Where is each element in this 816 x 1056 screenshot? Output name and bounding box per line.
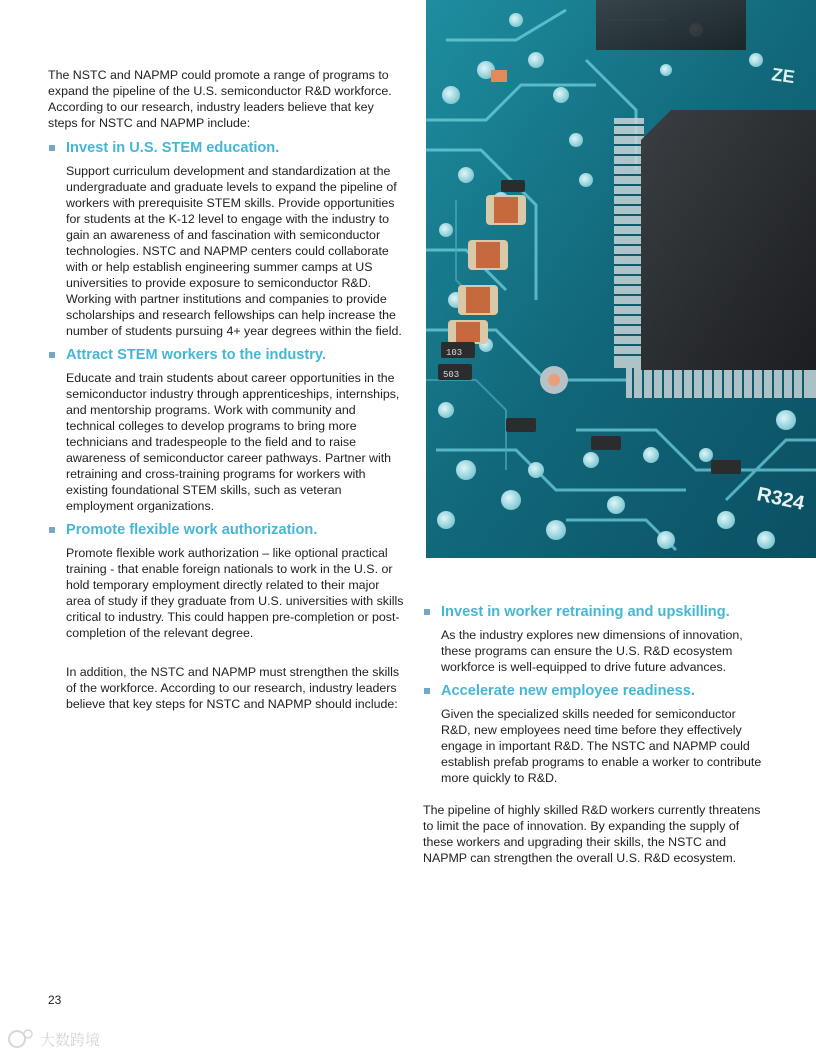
page-number: 23 <box>48 993 62 1007</box>
bullet-body: Support curriculum development and standardization at the undergraduate and graduate levels to expand the pipeline of workers with prerequisite STEM skills. Provide opportunities for students at the K-12 level to engage with the industry to gain an awareness of and fascination with semiconductor technologies. NSTC and NAPMP centers could collaborate with or help establish engineering summer camps at US universities to provide exposure to semiconductor R&D. Working with partner institutions and companies to provide scholarships and research fellowships can help increase the number of students pursuing 4+ year degrees within the field. <box>66 164 402 338</box>
bullet-heading: Invest in worker retraining and upskilling. <box>423 603 768 622</box>
intro-paragraph: The NSTC and NAPMP could promote a range of programs to expand the pipeline of the U.S. semiconductor R&D workforce. According to our research, industry leaders believe that key steps for NSTC and NAPMP include: <box>48 68 392 130</box>
bullet-attract-workers <box>48 346 404 514</box>
closing-paragraph: The pipeline of highly skilled R&D workers currently threatens to limit the pace of innovation. By expanding the supply of these workers and upgrading their skills, the NSTC and NAPMP can strengthen the overall U.S. R&D ecosystem. <box>423 803 761 865</box>
square-bullet-icon <box>49 527 55 533</box>
watermark-text: 大数跨境 <box>40 1031 101 1049</box>
resistor-label-a: 103 <box>446 348 463 358</box>
bullet-stem-education <box>48 139 404 339</box>
addition-paragraph: In addition, the NSTC and NAPMP must strengthen the skills of the workforce. According to our research, industry leaders believe that key steps for NSTC and NAPMP should include: <box>66 665 400 711</box>
square-bullet-icon <box>424 609 430 615</box>
circuit-board-photo <box>426 0 816 558</box>
right-column <box>423 603 768 866</box>
bullet-employee-readiness <box>423 682 768 786</box>
bullet-heading: Attract STEM workers to the industry. <box>48 346 404 365</box>
bullet-body: Promote flexible work authorization – like optional practical training - that enable foreign nationals to work in the U.S. or hold temporary employment directly related to their major area of study if they graduate from U.S. universities with skills critical to industry. This could happen pre-completion or post-completion of the relevant degree. <box>66 546 404 640</box>
bullet-heading: Invest in U.S. STEM education. <box>48 139 404 158</box>
bullet-body: As the industry explores new dimensions of innovation, these programs can ensure the U.S. R&D ecosystem workforce is well-equipped to drive future advances. <box>441 628 743 674</box>
bullet-heading: Promote flexible work authorization. <box>48 521 404 540</box>
watermark-logo <box>6 1026 110 1052</box>
chip-marking: ZE <box>770 64 797 88</box>
bullet-work-authorization <box>48 521 404 641</box>
square-bullet-icon <box>49 145 55 151</box>
bullet-heading: Accelerate new employee readiness. <box>423 682 768 701</box>
bullet-retraining <box>423 603 768 675</box>
square-bullet-icon <box>49 352 55 358</box>
board-label: R324 <box>754 483 807 515</box>
bullet-body: Given the specialized skills needed for semiconductor R&D, new employees need time before they effectively engage in important R&D. The NSTC and NAPMP could establish prefab programs to enable a worker to contribute more quickly to R&D. <box>441 707 762 785</box>
left-column <box>48 67 404 719</box>
decorative-frame-lines <box>0 820 352 1056</box>
square-bullet-icon <box>424 688 430 694</box>
bullet-body: Educate and train students about career opportunities in the semiconductor industry through apprenticeships, internships, and mentorship programs. Work with community and technical colleges to develop programs to bring more technicians and tradespeople to the field and to raise awareness of semiconductor career pathways. Partner with retraining and cross-training programs for workers with existing foundational STEM skills, such as veteran employment organizations. <box>66 371 400 513</box>
resistor-label-b: 503 <box>443 370 460 380</box>
